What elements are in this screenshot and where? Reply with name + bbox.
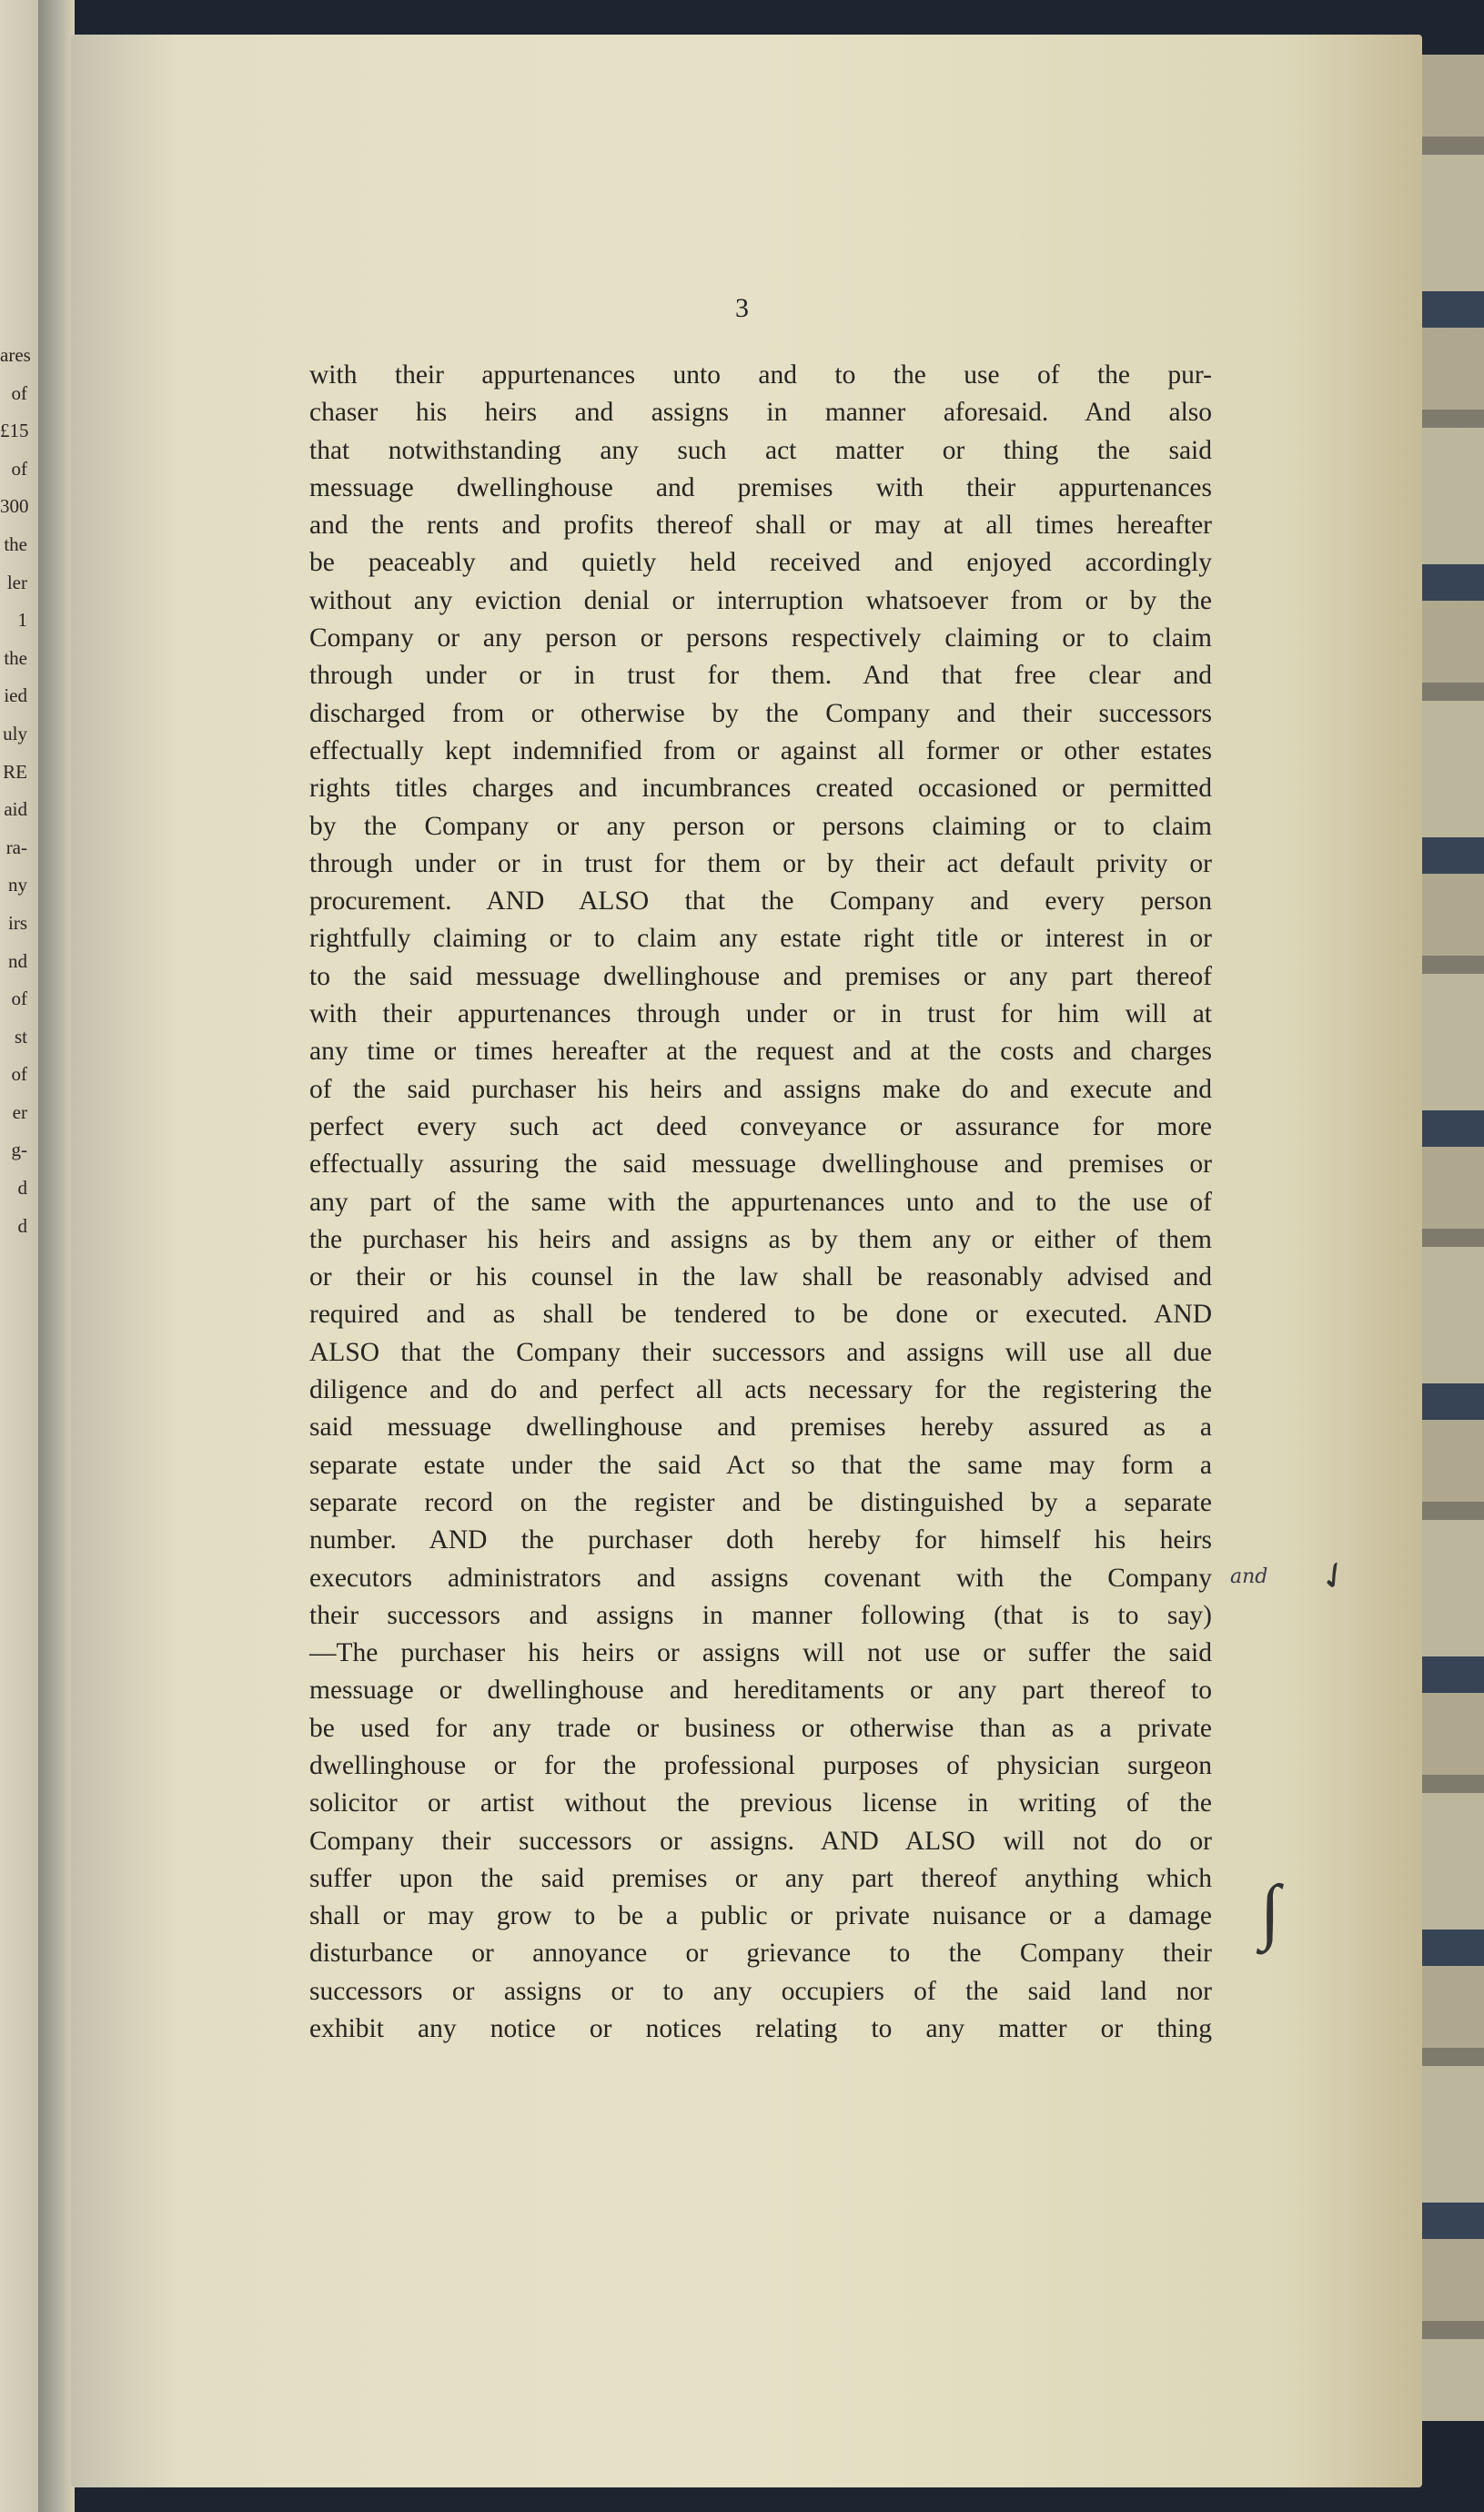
text-line: discharged from or otherwise by the Company and their successors bbox=[309, 698, 1212, 728]
text-line: through under or in trust for them. And that free clear and bbox=[309, 661, 1212, 691]
text-line: messuage or dwellinghouse and hereditaments or any part thereof to bbox=[309, 1676, 1212, 1706]
text-line: required and as shall be tendered to be done or executed. AND bbox=[309, 1300, 1212, 1330]
margin-fragment: 1 bbox=[17, 609, 27, 632]
text-line: messuage dwellinghouse and premises with their appurtenances bbox=[309, 472, 1212, 502]
text-line: diligence and do and perfect all acts necessary for the registering the bbox=[309, 1375, 1212, 1405]
text-line: rights titles charges and incumbrances created occasioned or permitted bbox=[309, 774, 1212, 804]
text-line: by the Company or any person or persons claiming or to claim bbox=[309, 811, 1212, 841]
text-line: to the said messuage dwellinghouse and premises or any part thereof bbox=[309, 961, 1212, 991]
text-line: dwellinghouse or for the professional purposes of physician surgeon bbox=[309, 1750, 1212, 1780]
margin-fragment: ny bbox=[8, 874, 27, 896]
text-line: effectually kept indemnified from or against all former or other estates bbox=[309, 735, 1212, 765]
text-line: with their appurtenances unto and to the use of the pur- bbox=[309, 360, 1212, 390]
margin-fragment: d bbox=[17, 1214, 27, 1237]
margin-fragment: irs bbox=[8, 911, 27, 934]
margin-fragment: the bbox=[4, 646, 27, 669]
handwritten-check-mark: ✓ bbox=[1310, 1550, 1358, 1602]
text-line: and the rents and profits thereof shall or may at all times hereafter bbox=[309, 511, 1212, 541]
text-line: that notwithstanding any such act matter or thing the said bbox=[309, 435, 1212, 465]
text-line: or their or his counsel in the law shall be reasonably advised and bbox=[309, 1262, 1212, 1292]
margin-fragment: ler bbox=[6, 571, 27, 593]
text-line: any time or times hereafter at the request and at the costs and charges bbox=[309, 1037, 1212, 1067]
text-line: exhibit any notice or notices relating to any matter or thing bbox=[309, 2014, 1212, 2044]
margin-fragment: ares bbox=[0, 344, 31, 366]
text-line: said messuage dwellinghouse and premises hereby assured as a bbox=[309, 1413, 1212, 1443]
text-line: perfect every such act deed conveyance or assurance for more bbox=[309, 1111, 1212, 1141]
handwritten-insertion: and bbox=[1230, 1565, 1268, 1588]
text-line: suffer upon the said premises or any part thereof anything which bbox=[309, 1863, 1212, 1893]
text-line: executors administrators and assigns covenant with the Company bbox=[309, 1563, 1212, 1593]
text-line: be peaceably and quietly held received and enjoyed accordingly bbox=[309, 548, 1212, 578]
text-line: ALSO that the Company their successors and assigns will use all due bbox=[309, 1337, 1212, 1367]
text-line: without any eviction denial or interruption whatsoever from or by the bbox=[309, 585, 1212, 615]
text-line: shall or may grow to be a public or private nuisance or a damage bbox=[309, 1901, 1212, 1931]
text-line: Company or any person or persons respectively claiming or to claim bbox=[309, 623, 1212, 653]
text-line: separate record on the register and be distinguished by a separate bbox=[309, 1487, 1212, 1517]
margin-fragment: of bbox=[11, 988, 27, 1010]
margin-fragment: RE bbox=[3, 760, 27, 783]
text-line: procurement. AND ALSO that the Company and every person bbox=[309, 886, 1212, 917]
margin-fragment: d bbox=[17, 1177, 27, 1200]
margin-fragment: 300 bbox=[0, 495, 29, 518]
text-line: disturbance or annoyance or grievance to the Company their bbox=[309, 1939, 1212, 1969]
text-line: number. AND the purchaser doth hereby for himself his heirs bbox=[309, 1525, 1212, 1555]
handwritten-margin-bracket: ∫ bbox=[1260, 1871, 1280, 1951]
text-line: with their appurtenances through under or in trust for him will at bbox=[309, 999, 1212, 1029]
margin-fragment: uly bbox=[3, 722, 27, 744]
margin-fragment: of bbox=[11, 457, 27, 480]
text-line: chaser his heirs and assigns in manner aforesaid. And also bbox=[309, 398, 1212, 428]
margin-fragment: g- bbox=[11, 1139, 27, 1161]
margin-fragment: £15 bbox=[0, 420, 29, 442]
margin-fragment: aid bbox=[4, 798, 27, 821]
margin-fragment: ied bbox=[4, 684, 27, 707]
margin-fragment: of bbox=[11, 1063, 27, 1086]
text-line: rightfully claiming or to claim any estate right title or interest in or bbox=[309, 924, 1212, 954]
body-text bbox=[309, 357, 1212, 2048]
margin-fragment: nd bbox=[8, 949, 27, 972]
text-line: Company their successors or assigns. AND ALSO will not do or bbox=[309, 1826, 1212, 1856]
margin-fragment: of bbox=[11, 381, 27, 404]
text-line: successors or assigns or to any occupiers of the said land nor bbox=[309, 1976, 1212, 2006]
margin-fragment: the bbox=[4, 532, 27, 555]
margin-fragment: st bbox=[14, 1025, 27, 1048]
facing-page-edge bbox=[0, 0, 38, 2512]
text-line: through under or in trust for them or by their act default privity or bbox=[309, 848, 1212, 878]
book-gutter bbox=[38, 0, 75, 2512]
text-line: any part of the same with the appurtenances unto and to the use of bbox=[309, 1187, 1212, 1217]
margin-fragment: ra- bbox=[5, 836, 27, 858]
facing-page-text-fragments bbox=[0, 337, 31, 1245]
text-line: of the said purchaser his heirs and assigns make do and execute and bbox=[309, 1074, 1212, 1104]
margin-fragment: er bbox=[12, 1100, 27, 1123]
page-stack-edge bbox=[1419, 55, 1484, 2421]
text-line: solicitor or artist without the previous license in writing of the bbox=[309, 1788, 1212, 1818]
text-line: separate estate under the said Act so that the same may form a bbox=[309, 1450, 1212, 1480]
text-line: —The purchaser his heirs or assigns will not use or suffer the said bbox=[309, 1638, 1212, 1668]
text-line: be used for any trade or business or otherwise than as a private bbox=[309, 1713, 1212, 1743]
page-number: 3 bbox=[735, 293, 749, 323]
text-line: the purchaser his heirs and assigns as by them any or either of them bbox=[309, 1224, 1212, 1254]
text-line: effectually assuring the said messuage dwellinghouse and premises or bbox=[309, 1150, 1212, 1180]
text-line: their successors and assigns in manner following (that is to say) bbox=[309, 1600, 1212, 1630]
